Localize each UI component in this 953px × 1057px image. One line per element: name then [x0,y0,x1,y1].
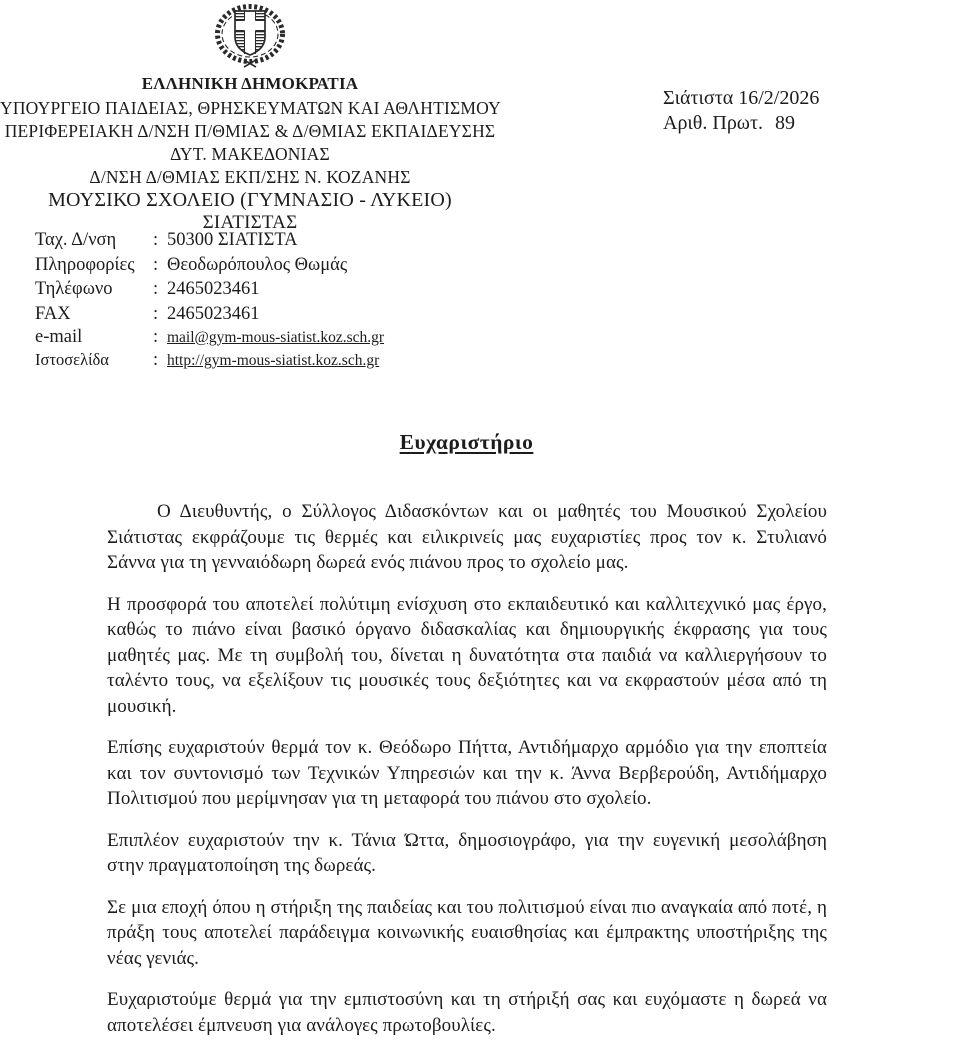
letterhead [0,4,500,234]
contact-separator: : [153,350,159,370]
website-link[interactable]: http://gym-mous-siatist.koz.sch.gr [167,352,380,369]
contact-value: 50300 ΣΙΑΤΙΣΤΑ [167,230,298,250]
paragraph-thanks-donor: Ο Διευθυντής, ο Σύλλογος Διδασκόντων και οι μαθητές του Μουσικού Σχολείου Σιάτιστας εκφράζουμε τις θερμές και ειλικρινείς μας ευχαριστίες προς τον κ. Στυλιανό Σάννα για τη γενναιόδωρη δωρεά ενός πιάνου προς το σχολείο μας. [107,501,827,573]
contact-label: e-mail [35,327,83,347]
directorate-line: Δ/ΝΣΗ Δ/ΘΜΙΑΣ ΕΚΠ/ΣΗΣ Ν. ΚΟΖΑΝΗΣ [89,167,411,187]
paragraph-closing: Ευχαριστούμε θερμά για την εμπιστοσύνη και τη στήριξή σας και ευχόμαστε η δωρεά να αποτελέσει έμπνευση για ανάλογες πρωτοβουλίες. [107,989,827,1036]
greek-coat-of-arms-icon [213,4,287,70]
contact-label: Πληροφορίες [35,254,135,275]
paragraph-social-example: Σε μια εποχή όπου η στήριξη της παιδείας και του πολιτισμού είναι πιο αναγκαία από ποτέ, η πράξη τους αποτελεί παράδειγμα κοινωνικής ευαισθησίας και έμπρακτης υποστήριξης της νέας γενιάς. [107,896,827,969]
school-city-line: ΣΙΑΤΙΣΤΑΣ [202,212,298,233]
contact-value: 2465023461 [167,303,260,324]
protocol-line [663,111,819,136]
republic-title: ΕΛΛΗΝΙΚΗ ΔΗΜΟΚΡΑΤΙΑ [141,74,359,93]
region-line: ΔΥΤ. ΜΑΚΕΔΟΝΙΑΣ [170,144,330,164]
contact-block [35,228,384,372]
document-title-text: Ευχαριστήριο [399,430,534,454]
paragraph-thanks-officials: Επίσης ευχαριστούν θερμά τον κ. Θεόδωρο Πήττα, Αντιδήμαρχο αρμόδιο για την εποπτεία και τον συντονισμό των Τεχνικών Υπηρεσιών και την κ. Άννα Βερβερούδη, Αντιδήμαρχο Πολιτισμού που μερίμνησαν για τη μεταφορά του πιάνου στο σχολείο. [107,737,827,809]
contact-label: Ιστοσελίδα [35,350,109,369]
contact-label: Ταχ. Δ/νση [35,230,117,250]
contact-value: 2465023461 [167,279,260,299]
email-link[interactable]: mail@gym-mous-siatist.koz.sch.gr [167,329,385,346]
contact-row-address [35,228,384,253]
contact-value: Θεοδωρόπουλος Θωμάς [167,254,348,275]
letter-body [107,499,827,1054]
protocol-label: Αριθ. Πρωτ. [663,112,764,134]
contact-row-email [35,326,384,349]
place-date: Σιάτιστα 16/2/2026 [663,87,820,109]
contact-row-phone [35,277,384,302]
paragraph-donation-value: Η προσφορά του αποτελεί πολύτιμη ενίσχυση στο εκπαιδευτικό και καλλιτεχνικό μας έργο, καθώς το πιάνο είναι βασικό όργανο διδασκαλίας και δημιουργικής έκφρασης για τους μαθητές μας. Με τη συμβολή του, δίνεται η δυνατότητα στα παιδιά να καλλιεργήσουν το ταλέντο τους, να εξελίξουν τις μουσικές τους δεξιότητες και να εκφραστούν μέσα από τη μουσική. [107,593,827,717]
contact-separator: : [153,279,159,299]
date-protocol-block [663,86,819,136]
contact-separator: : [153,230,159,250]
contact-row-fax [35,302,384,327]
contact-label: FAX [35,303,71,324]
contact-separator: : [153,254,159,275]
school-name-line: ΜΟΥΣΙΚΟ ΣΧΟΛΕΙΟ (ΓΥΜΝΑΣΙΟ - ΛΥΚΕΙΟ) [48,189,452,211]
contact-separator: : [153,327,159,347]
contact-separator: : [153,303,159,324]
ministry-line: ΥΠΟΥΡΓΕΙΟ ΠΑΙΔΕΙΑΣ, ΘΡΗΣΚΕΥΜΑΤΩΝ ΚΑΙ ΑΘΛΗΤΙΣΜΟΥ [0,98,501,118]
protocol-number: 89 [775,112,796,134]
contact-label: Τηλέφωνο [35,279,113,299]
contact-row-info [35,253,384,278]
regional-directorate-line: ΠΕΡΙΦΕΡΕΙΑΚΗ Δ/ΝΣΗ Π/ΘΜΙΑΣ & Δ/ΘΜΙΑΣ ΕΚΠΑΙΔΕΥΣΗΣ [4,121,496,141]
contact-row-website [35,349,384,372]
document-title [0,430,933,455]
paragraph-thanks-journalist: Επιπλέον ευχαριστούν την κ. Τάνια Ώττα, δημοσιογράφο, για την ευγενική μεσολάβηση στην πραγματοποίηση της δωρεάς. [107,829,827,876]
